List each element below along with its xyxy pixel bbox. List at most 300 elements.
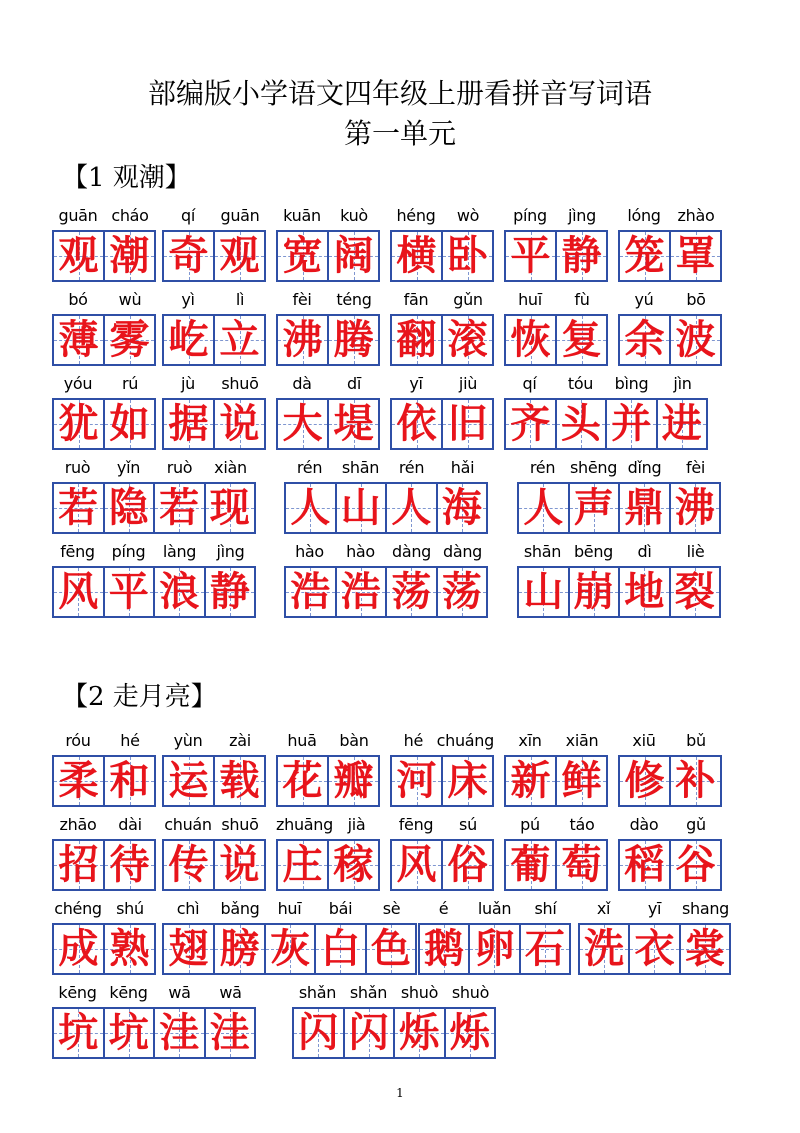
pinyin-syllable: jìng [568,206,596,225]
pinyin-syllable: fān [403,290,429,309]
character-cell [506,400,555,448]
tianzige-box [504,755,608,807]
pinyin-syllable: wù [118,290,142,309]
hanzi-character: 白 [320,926,361,972]
character-cell [620,757,669,805]
pinyin-syllable: xiū [632,731,656,750]
character-cell [164,757,213,805]
character-cell [568,484,619,532]
character-cell [679,925,729,973]
character-cell [436,568,487,616]
vocab-word [504,815,608,893]
character-cell [103,484,154,532]
character-cell [103,316,154,364]
vocab-word [162,731,266,809]
pinyin-syllable: guān [220,206,260,225]
vocab-word [390,206,494,284]
page-number: 1 [396,1086,404,1100]
pinyin-syllable: kuò [340,206,368,225]
vocab-word [284,458,488,536]
hanzi-character: 潮 [109,233,150,279]
pinyin-syllable: qí [180,206,195,225]
character-cell [506,757,555,805]
pinyin-syllable: hào [346,542,375,561]
character-cell [204,568,255,616]
tianzige-box [390,839,494,891]
tianzige-box [390,314,494,366]
tianzige-box [264,923,417,975]
character-cell [468,925,518,973]
pinyin-syllable: é [438,899,449,918]
tianzige-box [52,1007,256,1059]
hanzi-character: 雾 [109,317,150,363]
character-cell [327,841,378,889]
hanzi-character: 河 [396,758,437,804]
character-cell [103,400,154,448]
hanzi-character: 若 [58,485,99,531]
pinyin-syllable: shú [116,899,144,918]
pinyin-row [52,374,156,394]
pinyin-syllable: shǎn [298,983,337,1002]
hanzi-character: 裳 [684,926,725,972]
pinyin-syllable: làng [162,542,197,561]
tianzige-box [52,755,156,807]
hanzi-character: 洼 [159,1010,200,1056]
character-cell [392,232,441,280]
tianzige-box [52,314,156,366]
character-cell [441,757,492,805]
character-cell [54,1009,103,1057]
character-cell [335,568,386,616]
hanzi-character: 静 [209,569,250,615]
hanzi-character: 色 [370,926,411,972]
pinyin-syllable: dài [118,815,142,834]
hanzi-character: 奇 [168,233,209,279]
tianzige-box [618,839,722,891]
pinyin-syllable: yī [409,374,423,393]
character-cell [213,400,264,448]
pinyin-syllable: chéng [54,899,102,918]
hanzi-character: 腾 [333,317,374,363]
pinyin-row [284,458,488,478]
pinyin-row [517,542,721,562]
character-cell [436,484,487,532]
hanzi-character: 犹 [58,401,99,447]
pinyin-syllable: chuán [164,815,212,834]
vocab-word [276,374,380,452]
hanzi-character: 灰 [270,926,311,972]
pinyin-syllable: dì [637,542,652,561]
character-cell [555,841,606,889]
pinyin-row [390,290,494,310]
pinyin-syllable: bǔ [686,731,706,750]
tianzige-box [517,482,721,534]
vocab-word [418,899,571,977]
character-cell [327,316,378,364]
vocab-word [162,899,266,977]
tianzige-box [618,755,722,807]
tianzige-box [618,314,722,366]
character-cell [441,232,492,280]
pinyin-row [276,290,380,310]
hanzi-character: 观 [219,233,260,279]
hanzi-character: 沸 [282,317,323,363]
pinyin-syllable: shān [341,458,380,477]
character-cell [555,232,606,280]
hanzi-character: 烁 [449,1010,490,1056]
pinyin-row [618,206,722,226]
hanzi-character: 坑 [58,1010,99,1056]
vocab-word [52,542,256,620]
hanzi-character: 柔 [58,758,99,804]
vocab-word [276,290,380,368]
vocab-word [578,899,731,977]
pinyin-syllable: téng [336,290,372,309]
character-cell [392,757,441,805]
pinyin-syllable: rén [296,458,323,477]
hanzi-character: 齐 [510,401,551,447]
pinyin-syllable: táo [569,815,595,834]
pinyin-syllable: rú [121,374,139,393]
hanzi-character: 成 [58,926,99,972]
character-cell [506,316,555,364]
character-cell [656,400,707,448]
vocab-word [276,206,380,284]
character-cell [365,925,415,973]
pinyin-row [52,899,156,919]
hanzi-character: 人 [523,485,564,531]
pinyin-syllable: róu [65,731,91,750]
character-cell [580,925,628,973]
tianzige-box [390,755,494,807]
character-cell [153,1009,204,1057]
pinyin-syllable: pú [520,815,540,834]
hanzi-character: 风 [396,842,437,888]
tianzige-box [52,923,156,975]
pinyin-syllable: bēng [573,542,614,561]
hanzi-character: 传 [168,842,209,888]
character-cell [54,841,103,889]
pinyin-syllable: bái [328,899,353,918]
pinyin-syllable: shuò [451,983,490,1002]
character-cell [164,925,213,973]
pinyin-syllable: jià [347,815,366,834]
pinyin-syllable: fēng [60,542,95,561]
pinyin-row [284,542,488,562]
section-heading-2: 【2 走月亮】 [62,682,217,712]
pinyin-syllable: shǎn [349,983,388,1002]
pinyin-syllable: ruò [64,458,91,477]
character-cell [103,232,154,280]
character-cell [669,232,720,280]
vocab-word [276,731,380,809]
hanzi-character: 观 [58,233,99,279]
pinyin-syllable: hé [403,731,423,750]
character-cell [620,841,669,889]
pinyin-syllable: zhuāng [276,815,333,834]
character-cell [335,484,386,532]
pinyin-row [162,899,266,919]
character-cell [343,1009,394,1057]
pinyin-syllable: jù [181,374,195,393]
pinyin-syllable: fèi [685,458,706,477]
character-cell [103,841,154,889]
tianzige-box [276,398,380,450]
pinyin-syllable: yùn [173,731,203,750]
pinyin-syllable: gǔ [686,815,706,834]
pinyin-row [618,815,722,835]
character-cell [294,1009,343,1057]
hanzi-character: 隐 [108,485,149,531]
character-cell [620,316,669,364]
tianzige-box [162,755,266,807]
character-cell [54,400,103,448]
tianzige-box [52,482,256,534]
section-heading-1: 【1 观潮】 [62,163,191,193]
vocab-word [276,815,380,893]
character-cell [620,232,669,280]
character-cell [103,568,154,616]
hanzi-character: 荡 [441,569,482,615]
vocab-word [52,458,256,536]
tianzige-box [504,314,608,366]
character-cell [555,316,606,364]
vocab-word [162,815,266,893]
character-cell [555,757,606,805]
character-cell [327,232,378,280]
character-cell [54,757,103,805]
character-cell [54,316,103,364]
hanzi-character: 运 [168,758,209,804]
character-cell [327,757,378,805]
pinyin-syllable: chuáng [436,731,494,750]
pinyin-row [52,815,156,835]
character-cell [278,841,327,889]
hanzi-character: 平 [108,569,149,615]
tianzige-box [52,839,156,891]
hanzi-character: 声 [573,485,614,531]
pinyin-syllable: shang [681,899,730,918]
hanzi-character: 瓣 [333,758,374,804]
pinyin-row [162,290,266,310]
hanzi-character: 宽 [282,233,323,279]
vocab-word [284,542,488,620]
character-cell [669,316,720,364]
hanzi-character: 翻 [396,317,437,363]
character-cell [392,841,441,889]
pinyin-syllable: cháo [111,206,149,225]
character-cell [519,925,569,973]
hanzi-character: 洗 [584,926,625,972]
pinyin-syllable: huā [287,731,317,750]
vocab-word [390,815,494,893]
tianzige-box [618,230,722,282]
hanzi-character: 卵 [474,926,515,972]
hanzi-character: 浪 [159,569,200,615]
vocab-word [517,458,721,536]
hanzi-character: 补 [675,758,716,804]
pinyin-syllable: hé [120,731,140,750]
character-cell [103,1009,154,1057]
hanzi-character: 说 [219,842,260,888]
character-cell [327,400,378,448]
pinyin-syllable: jìn [673,374,692,393]
hanzi-character: 鹅 [424,926,465,972]
character-cell [278,400,327,448]
pinyin-syllable: fèi [292,290,312,309]
hanzi-character: 波 [675,317,716,363]
pinyin-row [292,983,496,1003]
hanzi-character: 滚 [447,317,488,363]
pinyin-row [504,206,608,226]
character-cell [278,316,327,364]
pinyin-syllable: yǐn [116,458,141,477]
pinyin-row [52,983,256,1003]
character-cell [385,568,436,616]
character-cell [555,400,606,448]
pinyin-row [390,731,494,751]
tianzige-box [276,230,380,282]
character-cell [164,841,213,889]
hanzi-character: 说 [219,401,260,447]
pinyin-syllable: rén [529,458,556,477]
vocab-word [504,374,708,452]
pinyin-syllable: héng [396,206,436,225]
vocab-word [618,815,722,893]
character-cell [519,568,568,616]
hanzi-character: 阔 [333,233,374,279]
character-cell [618,484,669,532]
pinyin-syllable: shuō [221,815,259,834]
hanzi-character: 鲜 [561,758,602,804]
pinyin-syllable: bō [686,290,706,309]
pinyin-syllable: yī [647,899,662,918]
vocab-word [390,731,494,809]
hanzi-character: 稻 [624,842,665,888]
tianzige-box [504,398,708,450]
vocab-word [504,290,608,368]
pinyin-row [276,731,380,751]
pinyin-syllable: wò [456,206,480,225]
pinyin-row [504,290,608,310]
character-cell [441,316,492,364]
character-cell [385,484,436,532]
pinyin-row [390,815,494,835]
character-cell [278,232,327,280]
hanzi-character: 荡 [391,569,432,615]
pinyin-syllable: luǎn [477,899,512,918]
hanzi-character: 头 [560,401,601,447]
hanzi-character: 恢 [510,317,551,363]
hanzi-character: 余 [624,317,665,363]
vocab-word [264,899,417,977]
hanzi-character: 闪 [298,1010,339,1056]
tianzige-box [504,230,608,282]
character-cell [204,484,255,532]
vocab-word [390,290,494,368]
hanzi-character: 闪 [348,1010,389,1056]
pinyin-row [52,731,156,751]
character-cell [441,400,492,448]
pinyin-syllable: jìng [216,542,245,561]
character-cell [392,316,441,364]
hanzi-character: 立 [219,317,260,363]
hanzi-character: 静 [561,233,602,279]
hanzi-character: 洼 [209,1010,250,1056]
vocab-word [504,731,608,809]
character-cell [266,925,314,973]
pinyin-syllable: xīn [518,731,542,750]
character-cell [54,568,103,616]
character-cell [213,316,264,364]
pinyin-row [390,206,494,226]
pinyin-syllable: bàn [339,731,369,750]
tianzige-box [52,230,156,282]
pinyin-syllable: shēng [569,458,618,477]
hanzi-character: 衣 [634,926,675,972]
pinyin-row [418,899,571,919]
character-cell [164,232,213,280]
character-cell [213,232,264,280]
vocab-word [618,290,722,368]
pinyin-syllable: kuān [283,206,321,225]
pinyin-syllable: yì [181,290,195,309]
pinyin-syllable: bǎng [220,899,260,918]
hanzi-character: 和 [109,758,150,804]
vocab-word [52,899,156,977]
hanzi-character: 裂 [674,569,715,615]
vocab-word [618,206,722,284]
hanzi-character: 翅 [168,926,209,972]
hanzi-character: 葡 [510,842,551,888]
pinyin-row [618,290,722,310]
hanzi-character: 据 [168,401,209,447]
vocab-word [162,374,266,452]
pinyin-syllable: rén [398,458,425,477]
pinyin-syllable: chì [176,899,200,918]
hanzi-character: 花 [282,758,323,804]
character-cell [444,1009,495,1057]
pinyin-syllable: shuō [221,374,259,393]
tianzige-box [162,230,266,282]
character-cell [605,400,656,448]
pinyin-syllable: gǔn [453,290,483,309]
hanzi-character: 人 [290,485,331,531]
pinyin-syllable: xiān [565,731,599,750]
character-cell [286,568,335,616]
tianzige-box [52,398,156,450]
hanzi-character: 人 [391,485,432,531]
character-cell [314,925,364,973]
pinyin-syllable: sè [382,899,401,918]
character-cell [669,568,720,616]
vocab-word [504,206,608,284]
pinyin-syllable: tóu [567,374,594,393]
hanzi-character: 横 [396,233,437,279]
pinyin-syllable: kēng [109,983,148,1002]
pinyin-syllable: wā [219,983,242,1002]
vocab-word [52,206,156,284]
hanzi-character: 现 [209,485,250,531]
hanzi-character: 海 [441,485,482,531]
vocab-word [52,815,156,893]
pinyin-syllable: dà [292,374,312,393]
hanzi-character: 膀 [219,926,260,972]
character-cell [278,757,327,805]
pinyin-syllable: qí [522,374,537,393]
page-title: 部编版小学语文四年级上册看拼音写词语 [147,77,652,110]
tianzige-box [390,230,494,282]
